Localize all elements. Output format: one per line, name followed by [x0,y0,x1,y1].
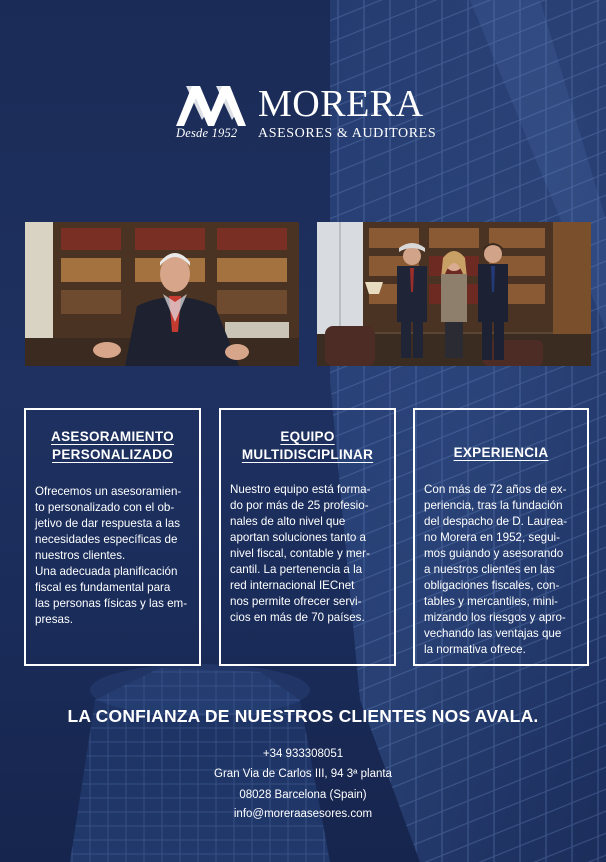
contact-email[interactable]: info@moreraasesores.com [233,808,373,820]
slogan-heading: LA CONFIANZA DE NUESTROS CLIENTES NOS AVALA. [67,706,539,726]
info-box-asesoramiento [24,408,201,666]
contact-phone[interactable]: +34 933308051 [262,748,344,760]
box-title: EXPERIENCIA [453,445,549,460]
info-box-equipo [219,408,396,666]
logo-tagline: ASESORES & AUDITORES [258,126,437,141]
box-body: Con más de 72 años de ex- periencia, tras la fundación del despacho de D. Laurea- no Morera en 1952, segui- mos guiando y asesorando a nuestros clientes en las obligaciones fiscales, con- tables y mercantiles, mini- mizando los riesgos y apro- vechando las ventajas que la normativa ofrece. [424,483,568,656]
info-box-experiencia [413,408,589,666]
logo-company-name: MORERA [258,83,424,125]
box-body: Ofrecemos un asesoramien- to personalizado con el ob- jetivo de dar respuesta a las necesidades específicas de nuestros clientes. Una adecuada planificación fiscal es fundamental para las personas físicas y las em- presas. [35,485,188,626]
double-m-logo-icon [176,86,246,126]
company-logo [176,83,438,142]
contact-address: Gran Via de Carlos III, 94 3ª planta [214,768,392,780]
logo-since-text: Desde 1952 [176,126,238,140]
founder-portrait-photo [25,222,299,366]
box-title: EQUIPO MULTIDISCIPLINAR [241,429,374,462]
box-body: Nuestro equipo está forma- do por más de 25 profesio- nales de alto nivel que aportan soluciones tanto a nivel fiscal, contable y mer- cantil. La pertenencia a la red internacional IECnet nos permite ofrecer servi- cios en más de 70 países. [230,483,371,624]
box-title: ASESORAMIENTO PERSONALIZADO [51,429,174,462]
contact-city: 08028 Barcelona (Spain) [239,789,367,801]
team-photo [317,222,591,366]
